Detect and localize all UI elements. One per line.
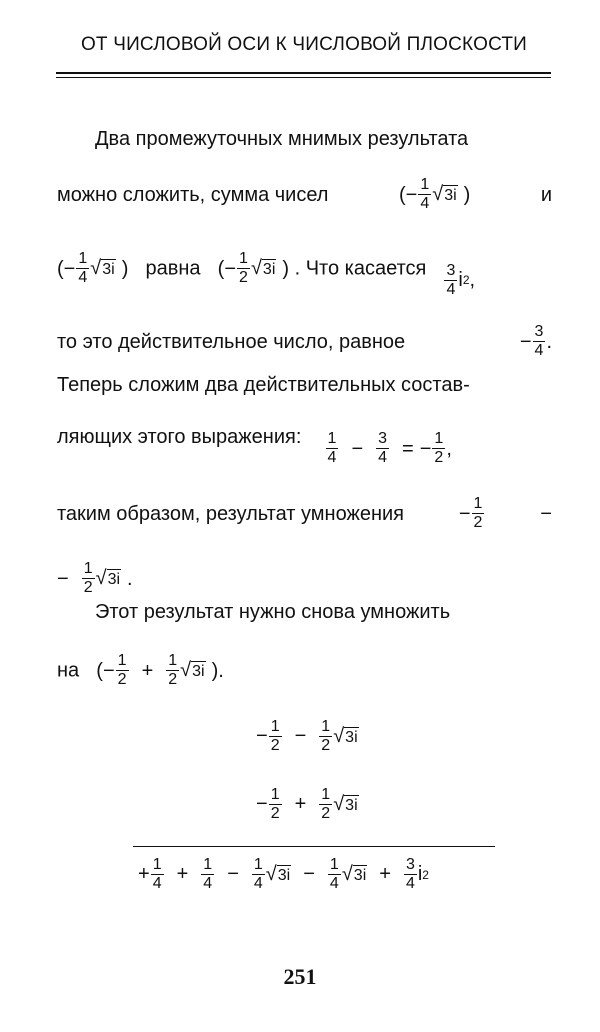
header-rule-thin	[56, 77, 551, 78]
fraction: $\frac{1}{2}$	[434, 430, 444, 466]
text-line-1	[95, 126, 552, 152]
sqrt-3i: √ 3i	[432, 183, 457, 205]
text-line-9	[95, 599, 552, 625]
fraction: $\frac{1}{2}$	[117, 652, 127, 688]
text-line-5	[57, 372, 552, 398]
running-header: ОТ ЧИСЛОВОЙ ОСИ К ЧИСЛОВОЙ ПЛОСКОСТИ	[80, 34, 528, 55]
fraction: $\frac{3}{4}$	[378, 430, 388, 466]
fraction: $\frac{1}{2}$	[270, 718, 280, 754]
expr-neg-half-plus-half-sqrt3i: ( − $\frac{1}{2}$ + $\frac{1}{2}$ √ 3i ) .	[96, 652, 224, 688]
calc-row-2: − $\frac{1}{2}$ + $\frac{1}{2}$ √ 3i	[256, 786, 358, 822]
text-l2b: и	[540, 183, 552, 206]
expr-neg-quarter-sqrt3i: ( − $\frac{1}{4}$ √ 3i )	[398, 176, 471, 212]
calc-row-1: − $\frac{1}{2}$ − $\frac{1}{2}$ √ 3i	[256, 718, 358, 754]
expr-three-quarters-i2: $\frac{3}{4}$ i 2 ,	[446, 261, 476, 298]
sqrt-3i: √ 3i	[90, 257, 115, 279]
text-l2a: можно сложить, сумма чисел	[57, 183, 329, 206]
expr-quarter-minus-three-quarters: $\frac{1}{4}$ − $\frac{3}{4}$ = − $\frac{1}{2}$ ,	[327, 430, 452, 466]
sqrt-3i: √ 3i	[265, 863, 291, 885]
calc-result-rule	[133, 846, 495, 847]
text-l3a: равна	[145, 257, 201, 280]
text-l10a: на	[57, 659, 80, 682]
text-l3b: . Что касается	[294, 257, 427, 280]
fraction: $\frac{1}{4}$	[152, 856, 162, 892]
fraction: $\frac{1}{4}$	[327, 430, 337, 466]
sqrt-3i: √ 3i	[95, 567, 121, 589]
text-line-10	[57, 652, 552, 689]
expr-neg-quarter-sqrt3i-2: ( − $\frac{1}{4}$ √ 3i )	[57, 250, 129, 286]
header-rule-thick	[56, 72, 551, 74]
sqrt-3i: √ 3i	[333, 725, 358, 747]
fraction: $\frac{1}{4}$	[420, 176, 430, 212]
text-l1: Два промежуточных мнимых результата	[95, 128, 469, 150]
fraction: $\frac{1}{4}$	[78, 250, 88, 286]
text-line-3	[57, 250, 552, 299]
sqrt-3i: √ 3i	[341, 863, 367, 885]
text-l6a: ляющих этого выражения:	[57, 426, 302, 448]
expr-neg-three-quarters: − $\frac{3}{4}$ .	[519, 323, 552, 359]
fraction: $\frac{1}{2}$	[270, 786, 280, 822]
fraction: $\frac{1}{2}$	[83, 560, 93, 596]
text-l9: Этот результат нужно снова умножить	[95, 601, 451, 623]
fraction: $\frac{1}{2}$	[168, 652, 178, 688]
fraction: $\frac{1}{2}$	[321, 718, 331, 754]
fraction: $\frac{1}{2}$	[239, 250, 248, 286]
trailing-minus: −	[540, 502, 552, 525]
text-line-4	[57, 323, 552, 360]
fraction: $\frac{3}{4}$	[405, 856, 415, 892]
expr-neg-half-sqrt3i-cont: − $\frac{1}{2}$ √ 3i .	[57, 560, 133, 596]
fraction: $\frac{3}{4}$	[446, 261, 456, 298]
fraction: $\frac{1}{4}$	[253, 856, 263, 892]
expr-neg-half: − $\frac{1}{2}$	[458, 495, 483, 531]
text-line-6	[57, 424, 552, 467]
fraction: $\frac{1}{4}$	[203, 856, 213, 892]
text-l7a: таким образом, результат умножения	[57, 502, 405, 525]
fraction: $\frac{1}{2}$	[473, 495, 483, 531]
text-line-8	[57, 560, 552, 597]
text-line-7	[57, 495, 552, 532]
text-line-2	[57, 176, 552, 213]
text-l4a: то это действительное число, равное	[57, 330, 406, 353]
fraction: $\frac{3}{4}$	[534, 323, 544, 359]
page-number: 251	[283, 964, 317, 989]
fraction: $\frac{1}{2}$	[321, 786, 331, 822]
expr-neg-half-sqrt3i: ( − $\frac{1}{2}$ √ 3i )	[217, 250, 290, 286]
calc-result-row: + $\frac{1}{4}$ + $\frac{1}{4}$ − $\frac{1}{4}$ √ 3i − $\frac{1}{4}$ √ 3i + $\frac{3}{4}$ i 2	[138, 856, 429, 892]
fraction: $\frac{1}{4}$	[329, 856, 339, 892]
sqrt-3i: √ 3i	[250, 257, 276, 279]
sqrt-3i: √ 3i	[180, 659, 205, 681]
text-l5: Теперь сложим два действительных состав-	[57, 374, 470, 396]
sqrt-3i: √ 3i	[333, 793, 358, 815]
